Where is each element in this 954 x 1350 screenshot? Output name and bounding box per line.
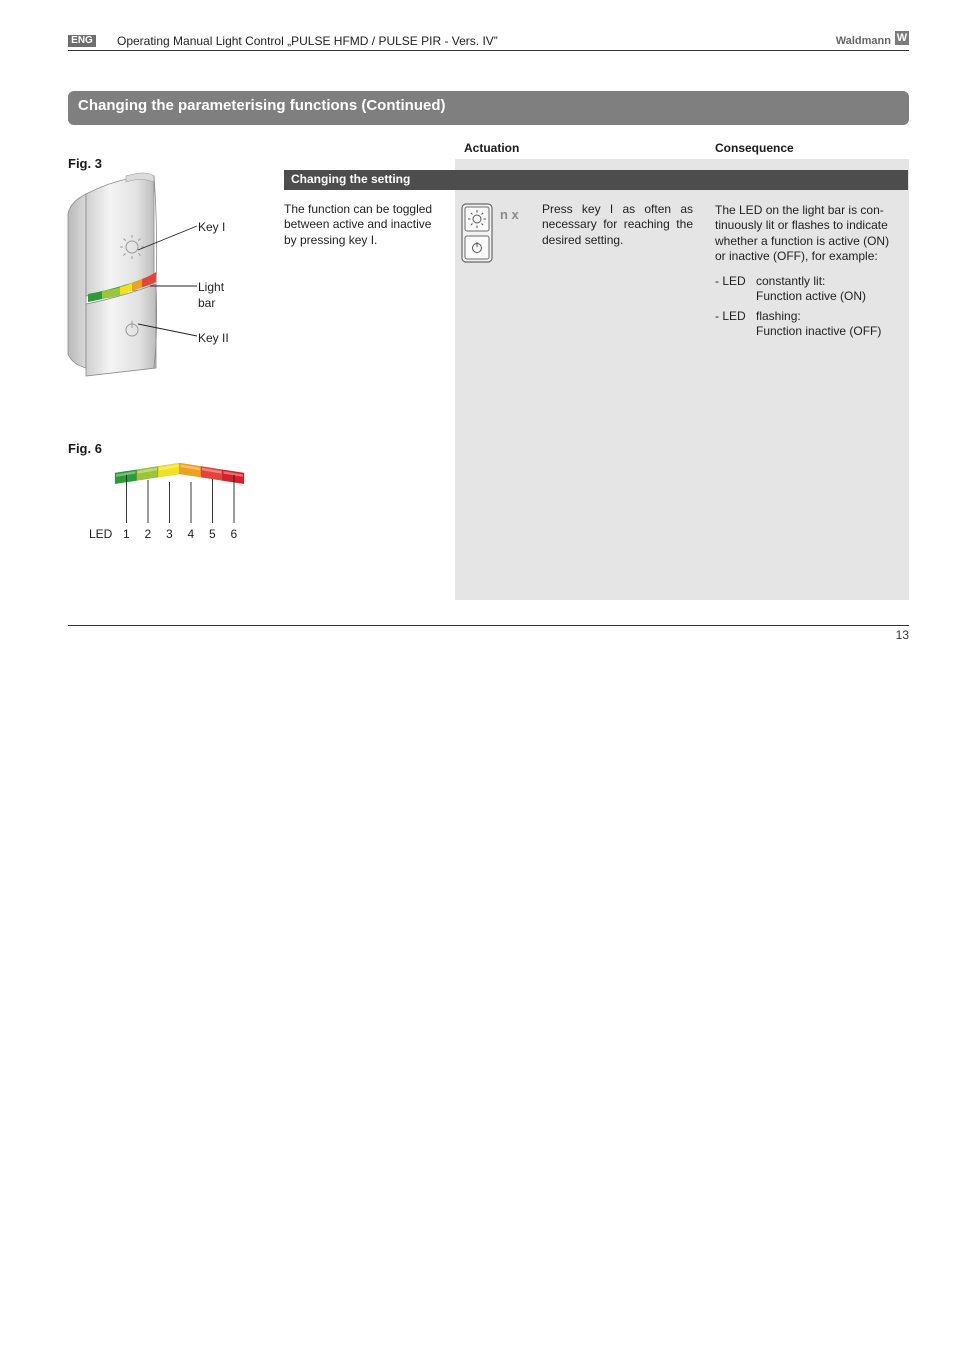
section-title: Changing the parameterising functions (Continued) — [78, 97, 446, 114]
footer-divider — [68, 625, 909, 626]
press-count-label: n x — [500, 207, 519, 222]
led-number: 4 — [187, 527, 195, 541]
fig3-leader-lines — [130, 220, 200, 340]
page-number: 13 — [895, 628, 909, 642]
key1-callout: Key I — [198, 220, 226, 234]
fig3-label: Fig. 3 — [68, 156, 102, 171]
consequence-text: The LED on the light bar is continuously lit or flashes to indicate whether a function is active (ON) or inactive (OFF), for example: — [715, 203, 890, 263]
led-number: 2 — [144, 527, 152, 541]
brand-name: Waldmann — [835, 35, 891, 47]
led-number: 5 — [209, 527, 216, 541]
led-number: 6 — [230, 527, 238, 541]
led-bar-diagram — [110, 455, 250, 525]
light-bar-callout: Light — [198, 280, 225, 294]
setting-title: Changing the setting — [291, 172, 411, 186]
example-meaning: Function active (ON) — [756, 289, 867, 303]
language-badge: ENG — [68, 35, 96, 47]
example-prefix: - LED — [715, 309, 746, 323]
actuation-text: Press key I as often as necessary for reaching the desired setting. — [542, 202, 693, 247]
led-axis-label: LED — [89, 527, 113, 541]
document-title: Operating Manual Light Control „PULSE HFMD / PULSE PIR - Vers. IV” — [117, 34, 498, 48]
header-divider — [68, 50, 909, 51]
led-number: 3 — [166, 527, 173, 541]
example-state: flashing: — [756, 309, 801, 323]
example-prefix: - LED — [715, 274, 746, 288]
consequence-column-heading: Consequence — [715, 141, 794, 155]
keypad-icon — [461, 203, 493, 263]
example-state: constantly lit: — [756, 274, 826, 288]
key2-callout: Key II — [198, 331, 229, 345]
actuation-column-heading: Actuation — [464, 141, 520, 155]
example-meaning: Function inactive (OFF) — [756, 324, 882, 338]
led-number: 1 — [123, 527, 130, 541]
brand-logo: W — [896, 32, 908, 44]
light-bar-callout-line2: bar — [198, 296, 216, 310]
fig6-label: Fig. 6 — [68, 441, 102, 456]
setting-description: The function can be toggled between active and inactive by pressing key I. — [284, 202, 433, 247]
